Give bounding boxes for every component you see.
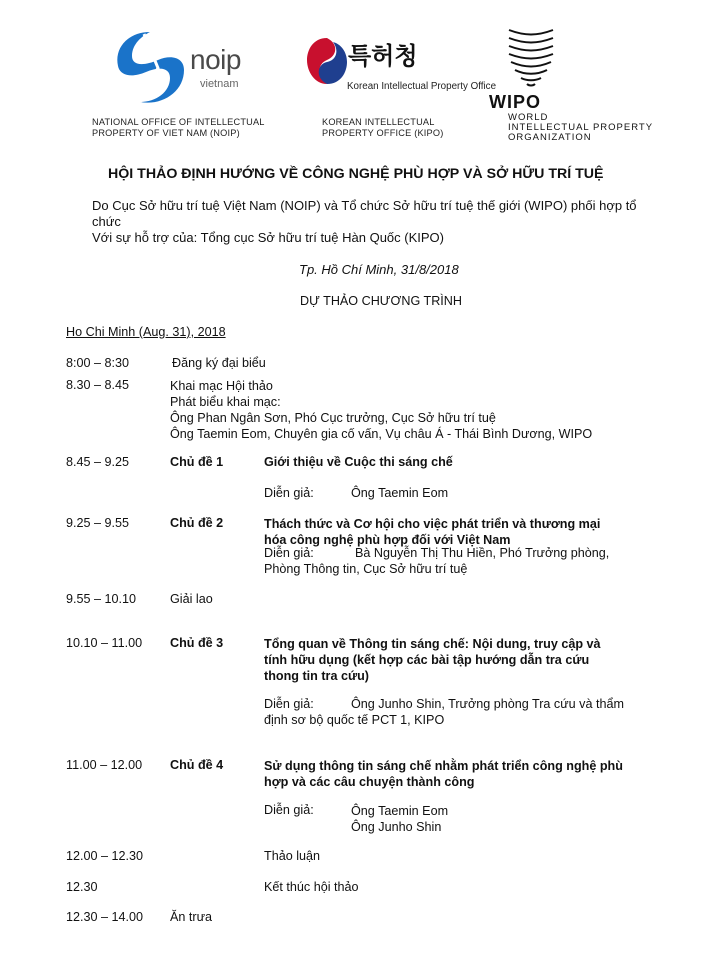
topic-title (264, 758, 623, 790)
agenda-time: 9.25 – 9.55 (66, 516, 130, 530)
noip-caption (92, 117, 265, 139)
page-title: HỘI THẢO ĐỊNH HƯỚNG VỀ CÔNG NGHỆ PHÙ HỢP VÀ SỞ HỮU TRÍ TUỆ (108, 166, 604, 182)
place-date: Tp. Hồ Chí Minh, 31/8/2018 (299, 262, 459, 277)
topic-label: Chủ đề 1 (170, 455, 224, 469)
agenda-line: Phát biểu khai mạc: (170, 395, 281, 409)
speaker-label: Diễn giả: (264, 486, 314, 500)
kipo-english: Korean Intellectual Property Office (347, 81, 497, 92)
agenda-line: Ông Phan Ngân Sơn, Phó Cục trưởng, Cục Sở hữu trí tuệ (170, 411, 496, 425)
wipo-acronym: WIPO (489, 92, 541, 112)
noip-sub: vietnam (200, 78, 239, 90)
agenda-item: Giải lao (170, 592, 213, 606)
agenda-time: 12.30 (66, 880, 98, 894)
agenda-line: Khai mạc Hội thảo (170, 379, 273, 393)
intro-line: chức (92, 214, 121, 229)
wipo-name-line: WORLD (508, 112, 549, 123)
agenda-time: 12.00 – 12.30 (66, 849, 144, 863)
date-heading: Ho Chi Minh (Aug. 31), 2018 (66, 325, 226, 339)
noip-caption-line: NATIONAL OFFICE OF INTELLECTUAL (92, 117, 265, 127)
agenda-time: 10.10 – 11.00 (66, 636, 143, 650)
speaker-name: Ông Junho Shin, Trưởng phòng Tra cứu và thẩm (351, 697, 624, 711)
intro-line: Do Cục Sở hữu trí tuệ Việt Nam (NOIP) và Tổ chức Sở hữu trí tuệ thế giới (WIPO) phối hợp tổ (92, 198, 637, 213)
wipo-name-line: ORGANIZATION (508, 132, 592, 143)
topic-title-line: Tổng quan về Thông tin sáng chế: Nội dung, truy cập và (264, 637, 601, 651)
speaker-label: Diễn giả: (264, 546, 314, 560)
agenda-time: 9.55 – 10.10 (66, 592, 137, 606)
agenda-item: Đăng ký đại biểu (172, 356, 266, 370)
topic-title-line: Thách thức và Cơ hội cho việc phát triển và thương mại (264, 517, 601, 531)
wipo-name-line: INTELLECTUAL PROPERTY (508, 122, 654, 133)
speaker-label: Diễn giả: (264, 697, 314, 711)
agenda-time: 8.30 – 8.45 (66, 378, 130, 392)
kipo-korean: 특허청 (348, 43, 418, 70)
agenda-item: Thảo luận (264, 849, 321, 863)
wipo-name (508, 113, 653, 143)
speaker-label: Diễn giả: (264, 803, 314, 817)
topic-title-line: tính hữu dụng (kết hợp các bài tập hướng dẫn tra cứu (264, 653, 590, 667)
agenda-time: 8.45 – 9.25 (66, 455, 130, 469)
agenda-time: 12.30 – 14.00 (66, 910, 144, 924)
noip-swirl-icon (110, 28, 190, 108)
speaker-name: Ông Taemin Eom (351, 804, 449, 818)
agenda-time: 11.00 – 12.00 (66, 758, 143, 772)
speaker-name: Ông Taemin Eom (351, 486, 449, 500)
topic-label: Chủ đề 2 (170, 516, 224, 530)
topic-label: Chủ đề 3 (170, 636, 224, 650)
noip-wordmark: noip (190, 44, 241, 75)
intro-line: Với sự hỗ trợ của: Tổng cục Sở hữu trí tuệ Hàn Quốc (KIPO) (92, 230, 444, 245)
topic-title-line: hợp và các câu chuyện thành công (264, 775, 475, 789)
kipo-caption-line: KOREAN INTELLECTUAL (322, 117, 435, 127)
agenda-line: Ông Taemin Eom, Chuyên gia cố vấn, Vụ châu Á - Thái Bình Dương, WIPO (170, 427, 593, 441)
speaker-names (351, 803, 448, 835)
topic-title: Giới thiệu về Cuộc thi sáng chế (264, 455, 453, 469)
kipo-caption (322, 117, 443, 139)
topic-label: Chủ đề 4 (170, 758, 224, 772)
noip-caption-line: PROPERTY OF VIET NAM (NOIP) (92, 128, 240, 138)
agenda-opening (170, 378, 592, 442)
speaker-name: Ông Junho Shin (351, 820, 442, 834)
topic-title-line: hóa công nghệ phù hợp đối với Việt Nam (264, 533, 511, 547)
topic-title-line: Sử dụng thông tin sáng chế nhằm phát triển công nghệ phù (264, 759, 623, 773)
topic-title (264, 516, 600, 548)
agenda-item: Kết thúc hội thảo (264, 880, 359, 894)
topic-title-line: thong tin tra cứu) (264, 669, 369, 683)
speaker-name: Phòng Thông tin, Cục Sở hữu trí tuệ (264, 562, 468, 576)
intro-text (92, 198, 637, 246)
agenda-time: 8:00 – 8:30 (66, 356, 130, 370)
draft-label: DỰ THẢO CHƯƠNG TRÌNH (300, 294, 462, 308)
wipo-globe-icon (505, 26, 557, 92)
kipo-caption-line: PROPERTY OFFICE (KIPO) (322, 128, 444, 138)
topic-title (264, 636, 601, 684)
speaker-name: định sơ bộ quốc tế PCT 1, KIPO (264, 713, 445, 727)
speaker-name: Bà Nguyễn Thị Thu Hiền, Phó Trưởng phòng, (355, 546, 610, 560)
kipo-emblem-icon (305, 36, 349, 86)
agenda-item: Ăn trưa (170, 910, 213, 924)
